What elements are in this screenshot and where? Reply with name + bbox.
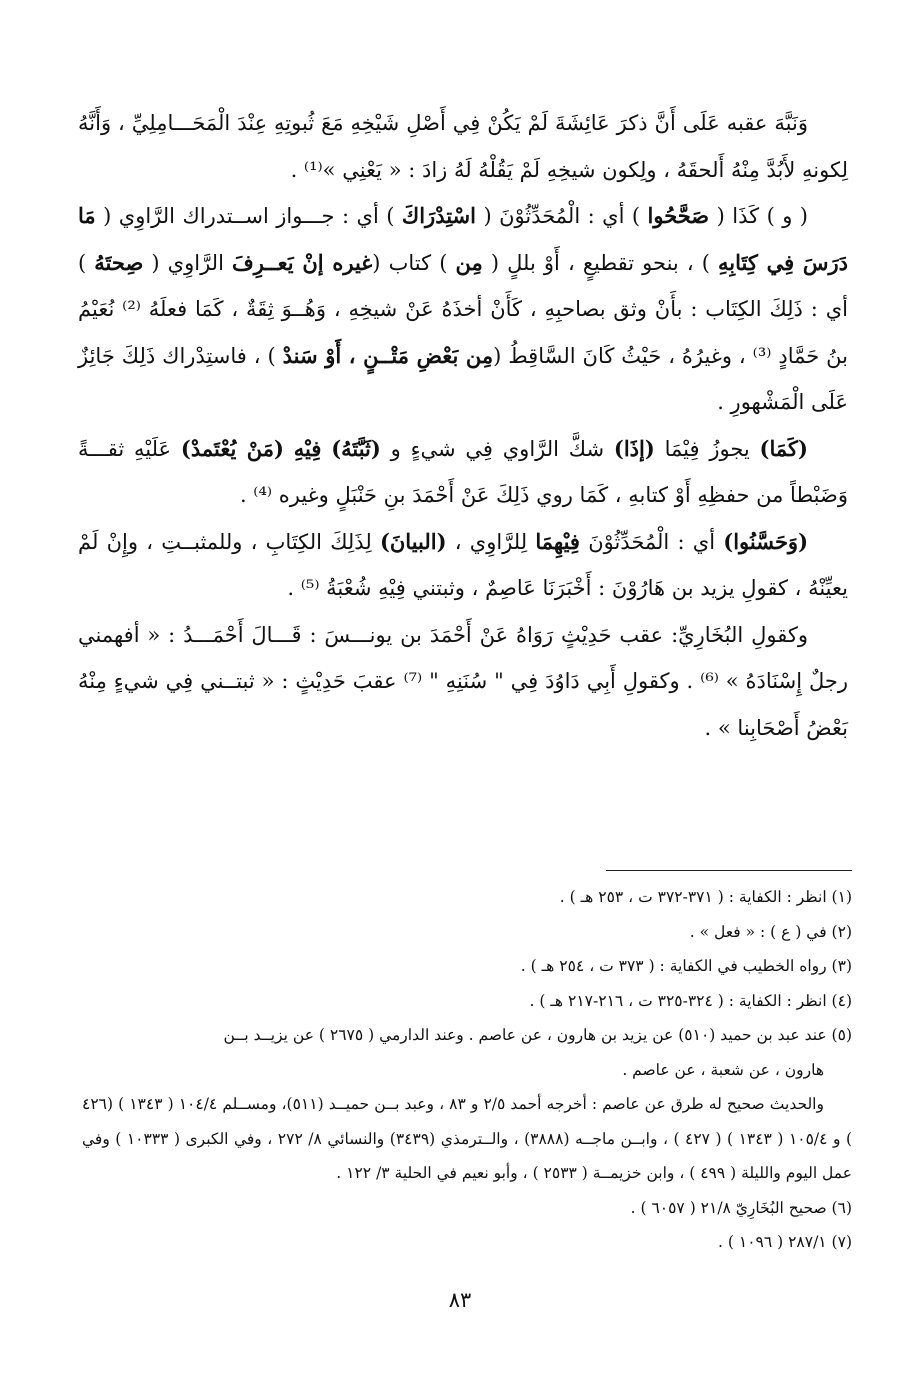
bold-term: فِيْهِمَا — [535, 528, 580, 554]
bold-term: (البيانَ) — [379, 528, 447, 554]
page-number: ٨٣ — [448, 1288, 472, 1312]
footnote-5: (٥) عند عبد بن حميد (٥١٠) عن يزيد بن هارون ، عن عاصم . وعند الدارمي ( ٢٦٧٥ ) عن يزيــد بــن — [223, 1026, 852, 1044]
bold-term: اسْتِدْرَاكَ — [401, 203, 476, 228]
footnote-5-continued: هارون ، عن شعبة ، عن عاصم . — [622, 1060, 824, 1079]
paragraph-5: وكقولِ البُخَارِيِّ: عقب حَدِيْثٍ رَوَاهُ عَنْ أَحْمَدَ بن يونـــسَ : قَـــالَ أَحْمَـــدُ : « أفهمني رجلٌ إِسْنَادَهُ » ⁽⁶⁾ . وكقولِ أَبِي دَاوُدَ فِي " سُنَنِهِ " ⁽⁷⁾ عقبَ حَدِيْثٍ : « ثبتــني فِي شيءٍ مِنْهُ بَعْضُ أَصْحَابِنا » . — [78, 622, 849, 740]
paragraph-1: وَنَبَّهَ عقبه عَلَى أَنَّ ذكرَ عَائِشَةَ لَمْ يَكُنْ فِي أَصْلِ شَيْخِهِ مَعَ ثُبوتِهِ عِنْدَ الْمَحَـــامِلِيِّ ، وَأَنَّهُ لِكونهِ لأَبُدَّ مِنْهُ أَلحقَهُ ، ولِكون شيخِهِ لَمْ يَقُلْهُ لَهُ زادَ : « يَعْنِي »⁽¹⁾ . — [78, 111, 848, 182]
footnote-3: (٣) رواه الخطيب في الكفاية : ( ٣٧٣ ت ، ٢٥٤ هـ ) . — [520, 957, 852, 975]
bold-term: غيره إنْ يَعــرِفَ — [232, 249, 373, 275]
footnote-4: (٤) انظر : الكفاية : ( ٣٢٤-٣٢٥ ت ، ٢١٦-٢١٧ هـ ) . — [529, 991, 852, 1010]
bold-term: (وَحَسَّنُوا) — [723, 528, 809, 554]
footnotes — [82, 880, 852, 1260]
footnote-separator — [606, 870, 852, 871]
bold-term: صَحَّحُوا — [647, 203, 710, 228]
bold-term: (مَنْ يُعْتَمدْ) — [180, 435, 284, 461]
main-text — [78, 100, 848, 751]
bold-term: (ثَبَّتَهُ) — [331, 435, 381, 461]
footnote-7: (٧) ٢٨٧/١ ( ١٠٩٦ ) . — [718, 1233, 852, 1251]
bold-term: صِحتَهُ — [94, 249, 144, 275]
bold-term: مَا دَرَسَ فِي كِتَابِهِ — [78, 203, 848, 275]
bold-term: فِيْهِ — [293, 435, 322, 461]
paragraph-4: (وَحَسَّنُوا) أي : الْمُحَدِّثُوْنَ فِيْهِمَا لِلرَّاوِي ، (البيانَ) لِذَلِكَ الكِتَابِ ، وللمثبــتِ ، وإِنْ لَمْ يعيِّنْهُ ، كقولِ يزيد بن هَارُوْنَ : أَخْبَرَنَا عَاصِمٌ ، وثبتني فِيْهِ شُعْبَةُ ⁽⁵⁾ . — [78, 528, 848, 600]
footnote-2: (٢) في ( ع ) : « فعل » . — [689, 922, 852, 941]
paragraph-2: ( و ) كَذَا ( صَحَّحُوا ) أي : الْمُحَدِّثُوْنَ ( اسْتِدْرَاكَ ) أي : جـــواز اســتدراك الرَّاوِي ( مَا دَرَسَ فِي كِتَابِهِ ) ، بنحو تقطيعٍ ، أَوْ بللٍ ( مِن ) كتاب (غيره إنْ يَعــرِفَ الرَّاوِي ( صِحتَهُ ) أي : ذَلِكَ الكِتَاب : بأَنْ وثق بصاحبِهِ ، كَأَنْ أخذَهُ عَنْ شيخِهِ ، وَهُــوَ ثِقَةٌ ، كَمَا فعلَهُ ⁽²⁾ نُعَيْمُ بنُ حَمَّادٍ ⁽³⁾ ، وغيرُهُ ، حَيْثُ كَانَ السَّاقِطُ (مِن بَعْضِ مَتْــنٍ ، أَوْ سَندْ ) ، فاستِدْراك ذَلِكَ جَائِزٌ عَلَى الْمَشْهورِ . — [78, 203, 848, 414]
footnote-6: (٦) صحيح البُخَارِيّ ٢١/٨ ( ٦٠٥٧ ) . — [630, 1198, 852, 1217]
footnote-5-paragraph: والحديث صحيح له طرق عن عاصم : أخرجه أحمد ٢/٥ و ٨٣ ، وعبد بــن حميــد (٥١١)، ومســلم ١٠٤/٤ ( ١٣٤٣ ) (٤٢٦ ) و ١٠٥/٤ ( ١٣٤٣ ) ( ٤٢٧ ) ، وابــن ماجــه (٣٨٨٨) ، والــترمذي (٣٤٣٩) والنسائي ٨/ ٢٧٢ ، وفي الكبرى ( ١٠٣٣٣ ) وفي عمل اليوم والليلة ( ٤٩٩ ) ، وابن خزيمــة ( ٢٥٣٣ ) ، وأبو نعيم في الحلية ٣/ ١٢٢ . — [82, 1095, 852, 1182]
paragraph-3: (كَمَا) يجوزُ فِيْمَا (إذَا) شكَّ الرَّاوي فِي شيءٍ و (ثَبَّتَهُ) فِيْهِ (مَنْ يُعْتَمدْ) عَلَيْهِ ثقـــةً وَضَبْطاً من حفظِهِ أَوْ كتابهِ ، كَمَا روي ذَلِكَ عَنْ أَحْمَدَ بنِ حَنْبَلٍ وغيره ⁽⁴⁾ . — [78, 435, 848, 507]
bold-term: مِن بَعْضِ مَتْــنٍ ، أَوْ سَندْ — [282, 342, 494, 368]
footnote-1: (١) انظر : الكفاية : ( ٣٧١-٣٧٢ ت ، ٢٥٣ هـ ) . — [559, 888, 852, 906]
bold-term: (إذَا) — [613, 435, 655, 461]
bold-term: (كَمَا) — [759, 435, 808, 461]
bold-term: مِن — [455, 249, 483, 275]
